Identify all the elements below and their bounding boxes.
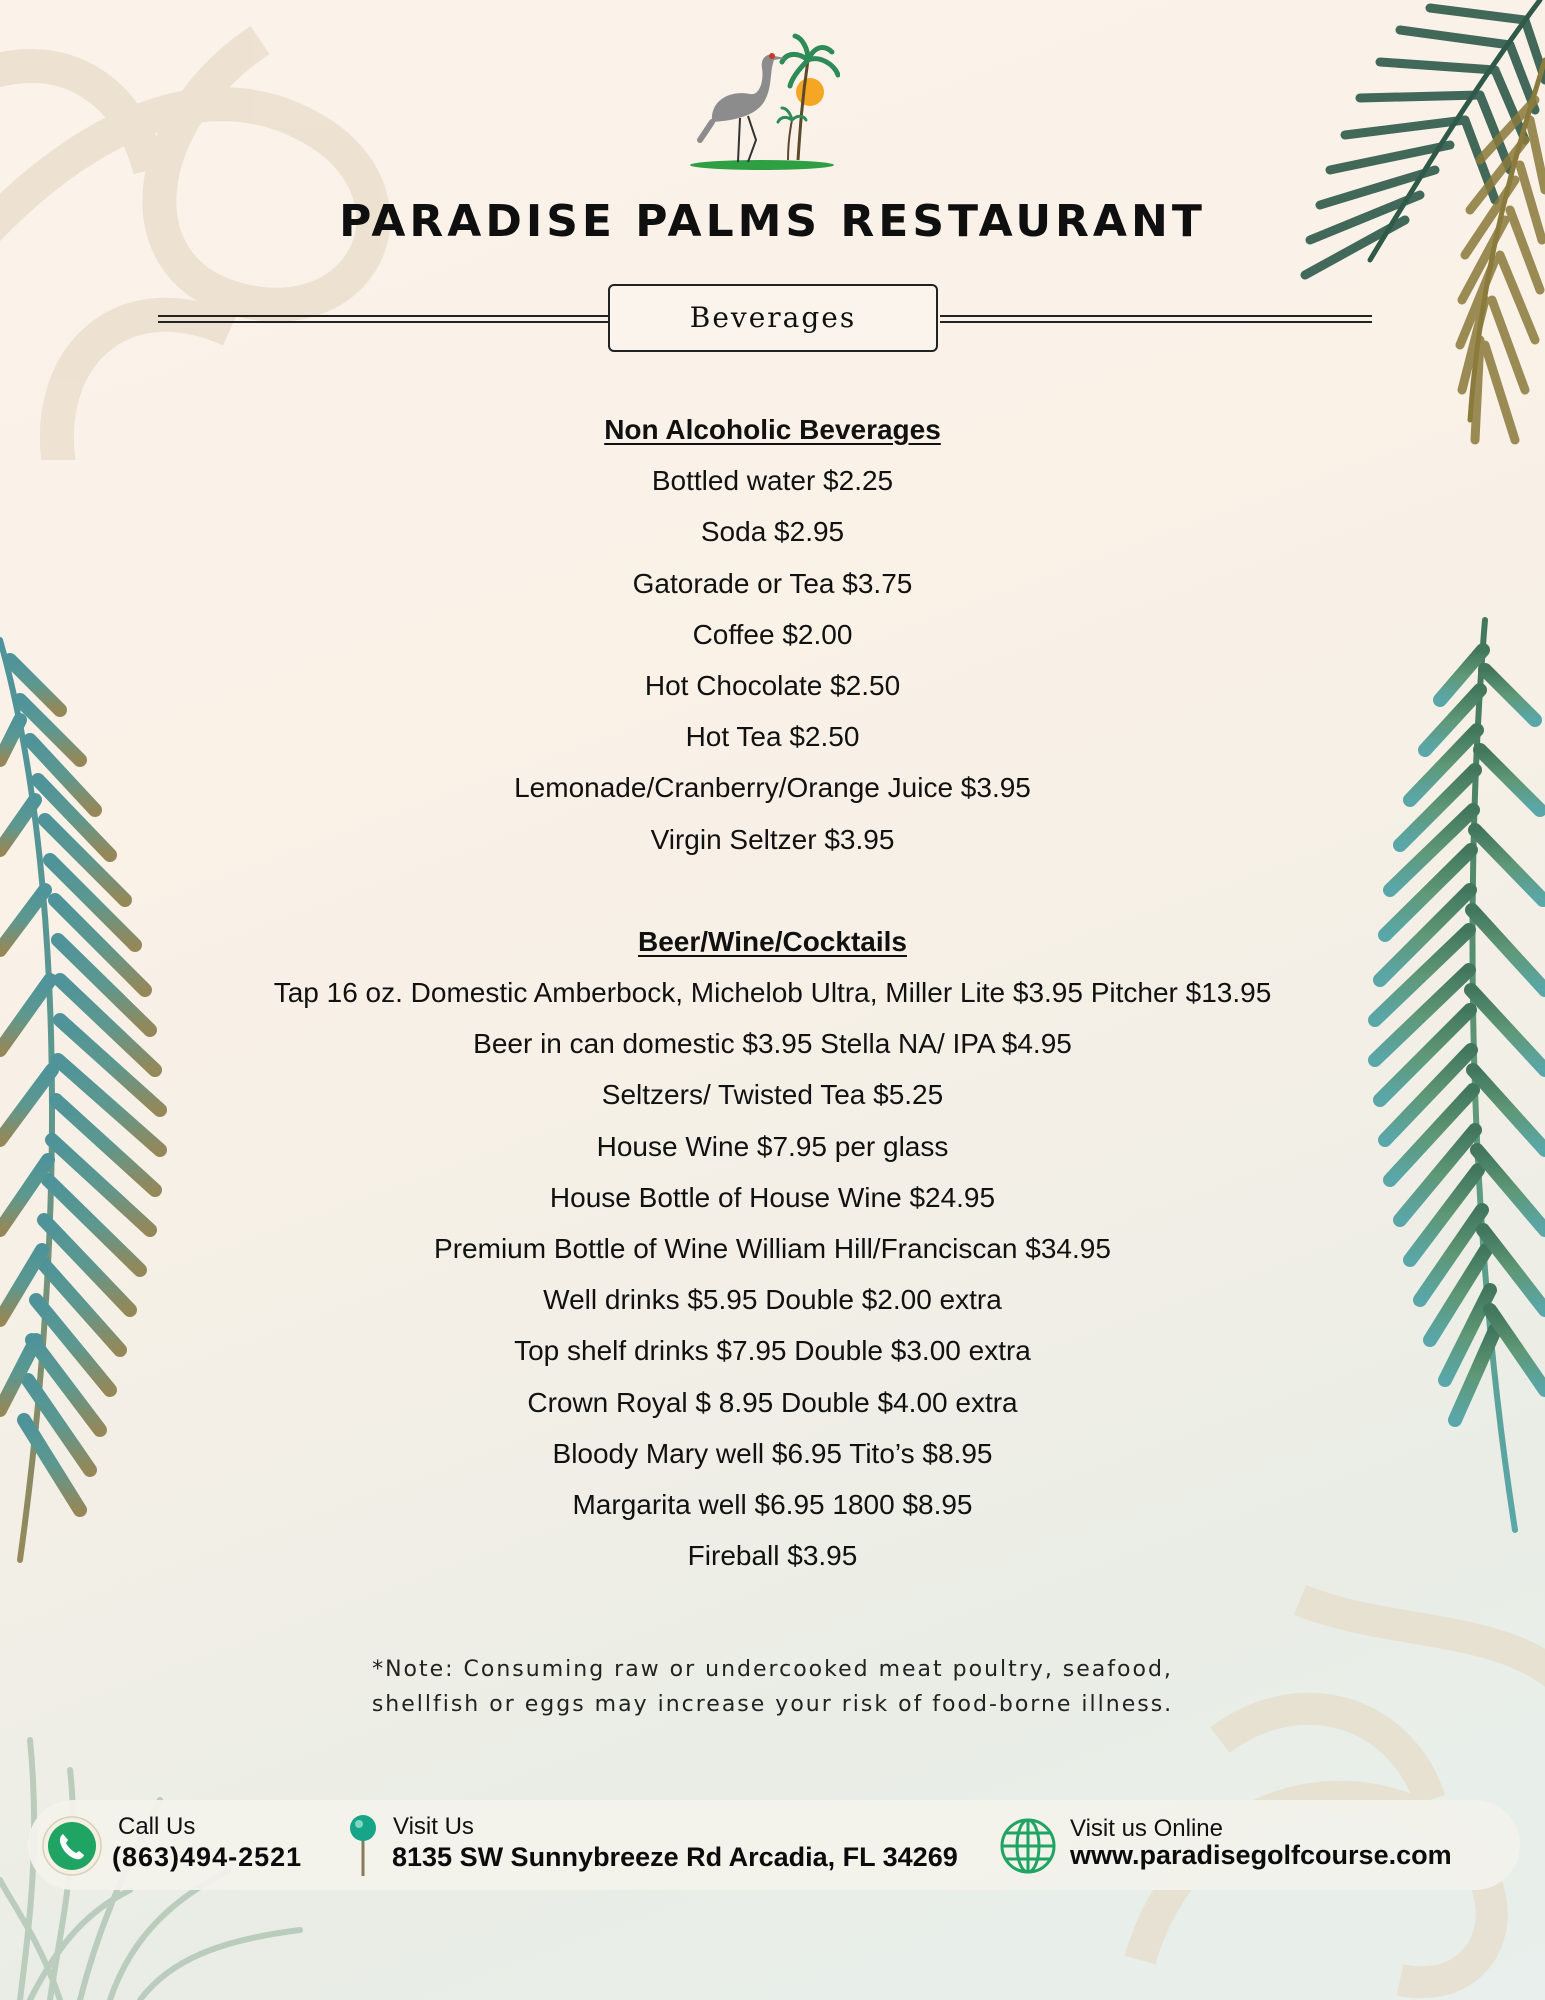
menu-item: Bloody Mary well $6.95 Tito’s $8.95: [552, 1437, 993, 1469]
website-link[interactable]: www.paradisegolfcourse.com: [1070, 1840, 1452, 1870]
visit-online-label: Visit us Online: [1070, 1815, 1223, 1842]
note-line: *Note: Consuming raw or undercooked meat poultry, seafood,: [372, 1657, 1173, 1682]
menu-item: Gatorade or Tea $3.75: [632, 567, 913, 599]
section-spacer: [0, 865, 1545, 916]
note-line: shellfish or eggs may increase your risk of food-borne illness.: [371, 1692, 1174, 1717]
section-heading: Non Alcoholic Beverages: [604, 414, 941, 445]
menu-item: Lemonade/Cranberry/Orange Juice $3.95: [514, 772, 1031, 804]
menu-item: Tap 16 oz. Domestic Amberbock, Michelob Ultra, Miller Lite $3.95 Pitcher $13.95: [273, 977, 1272, 1009]
banner-rule-left: [158, 315, 610, 323]
section-heading: Beer/Wine/Cocktails: [638, 925, 907, 957]
menu-item: Coffee $2.00: [692, 618, 853, 650]
map-pin-icon: [348, 1814, 378, 1878]
menu-item: Virgin Seltzer $3.95: [650, 823, 895, 855]
menu-item: Top shelf drinks $7.95 Double $3.00 extra: [514, 1335, 1031, 1367]
contact-footer: [28, 1800, 1520, 1890]
menu-item: Soda $2.95: [700, 516, 845, 548]
section-banner: [158, 284, 1372, 354]
menu-item: Beer in can domestic $3.95 Stella NA/ IPA $4.95: [473, 1028, 1072, 1060]
food-safety-note: [0, 1652, 1545, 1722]
menu-item: Hot Chocolate $2.50: [644, 669, 901, 701]
menu-item: House Bottle of House Wine $24.95: [549, 1181, 996, 1213]
banner-label: Beverages: [608, 284, 938, 352]
knot-pattern-bottom-right: [1100, 1560, 1545, 2000]
menu-item: House Wine $7.95 per glass: [596, 1130, 949, 1162]
menu-item: Fireball $3.95: [687, 1540, 858, 1572]
phone-icon: [42, 1816, 102, 1876]
visit-online-block[interactable]: [998, 1814, 1508, 1876]
menu-item: Well drinks $5.95 Double $2.00 extra: [543, 1284, 1002, 1316]
restaurant-logo: [690, 30, 840, 172]
call-us-label: Call Us: [118, 1813, 196, 1840]
beverage-menu: [0, 404, 1545, 1581]
menu-item: Bottled water $2.25: [651, 465, 894, 497]
banner-rule-right: [940, 315, 1372, 323]
globe-icon: [998, 1816, 1058, 1876]
restaurant-title: PARADISE PALMS RESTAURANT: [339, 196, 1206, 247]
menu-item: Seltzers/ Twisted Tea $5.25: [601, 1079, 944, 1111]
visit-us-label: Visit Us: [393, 1813, 474, 1840]
menu-item: Hot Tea $2.50: [685, 721, 860, 753]
street-address[interactable]: 8135 SW Sunnybreeze Rd Arcadia, FL 34269: [392, 1842, 958, 1872]
menu-item: Premium Bottle of Wine William Hill/Franciscan $34.95: [434, 1233, 1111, 1264]
call-us-block[interactable]: [42, 1814, 362, 1876]
visit-us-block[interactable]: [348, 1814, 1028, 1876]
menu-item: Margarita well $6.95 1800 $8.95: [572, 1488, 973, 1520]
menu-item: Crown Royal $ 8.95 Double $4.00 extra: [527, 1386, 1018, 1418]
phone-number[interactable]: (863)494-2521: [112, 1842, 303, 1872]
